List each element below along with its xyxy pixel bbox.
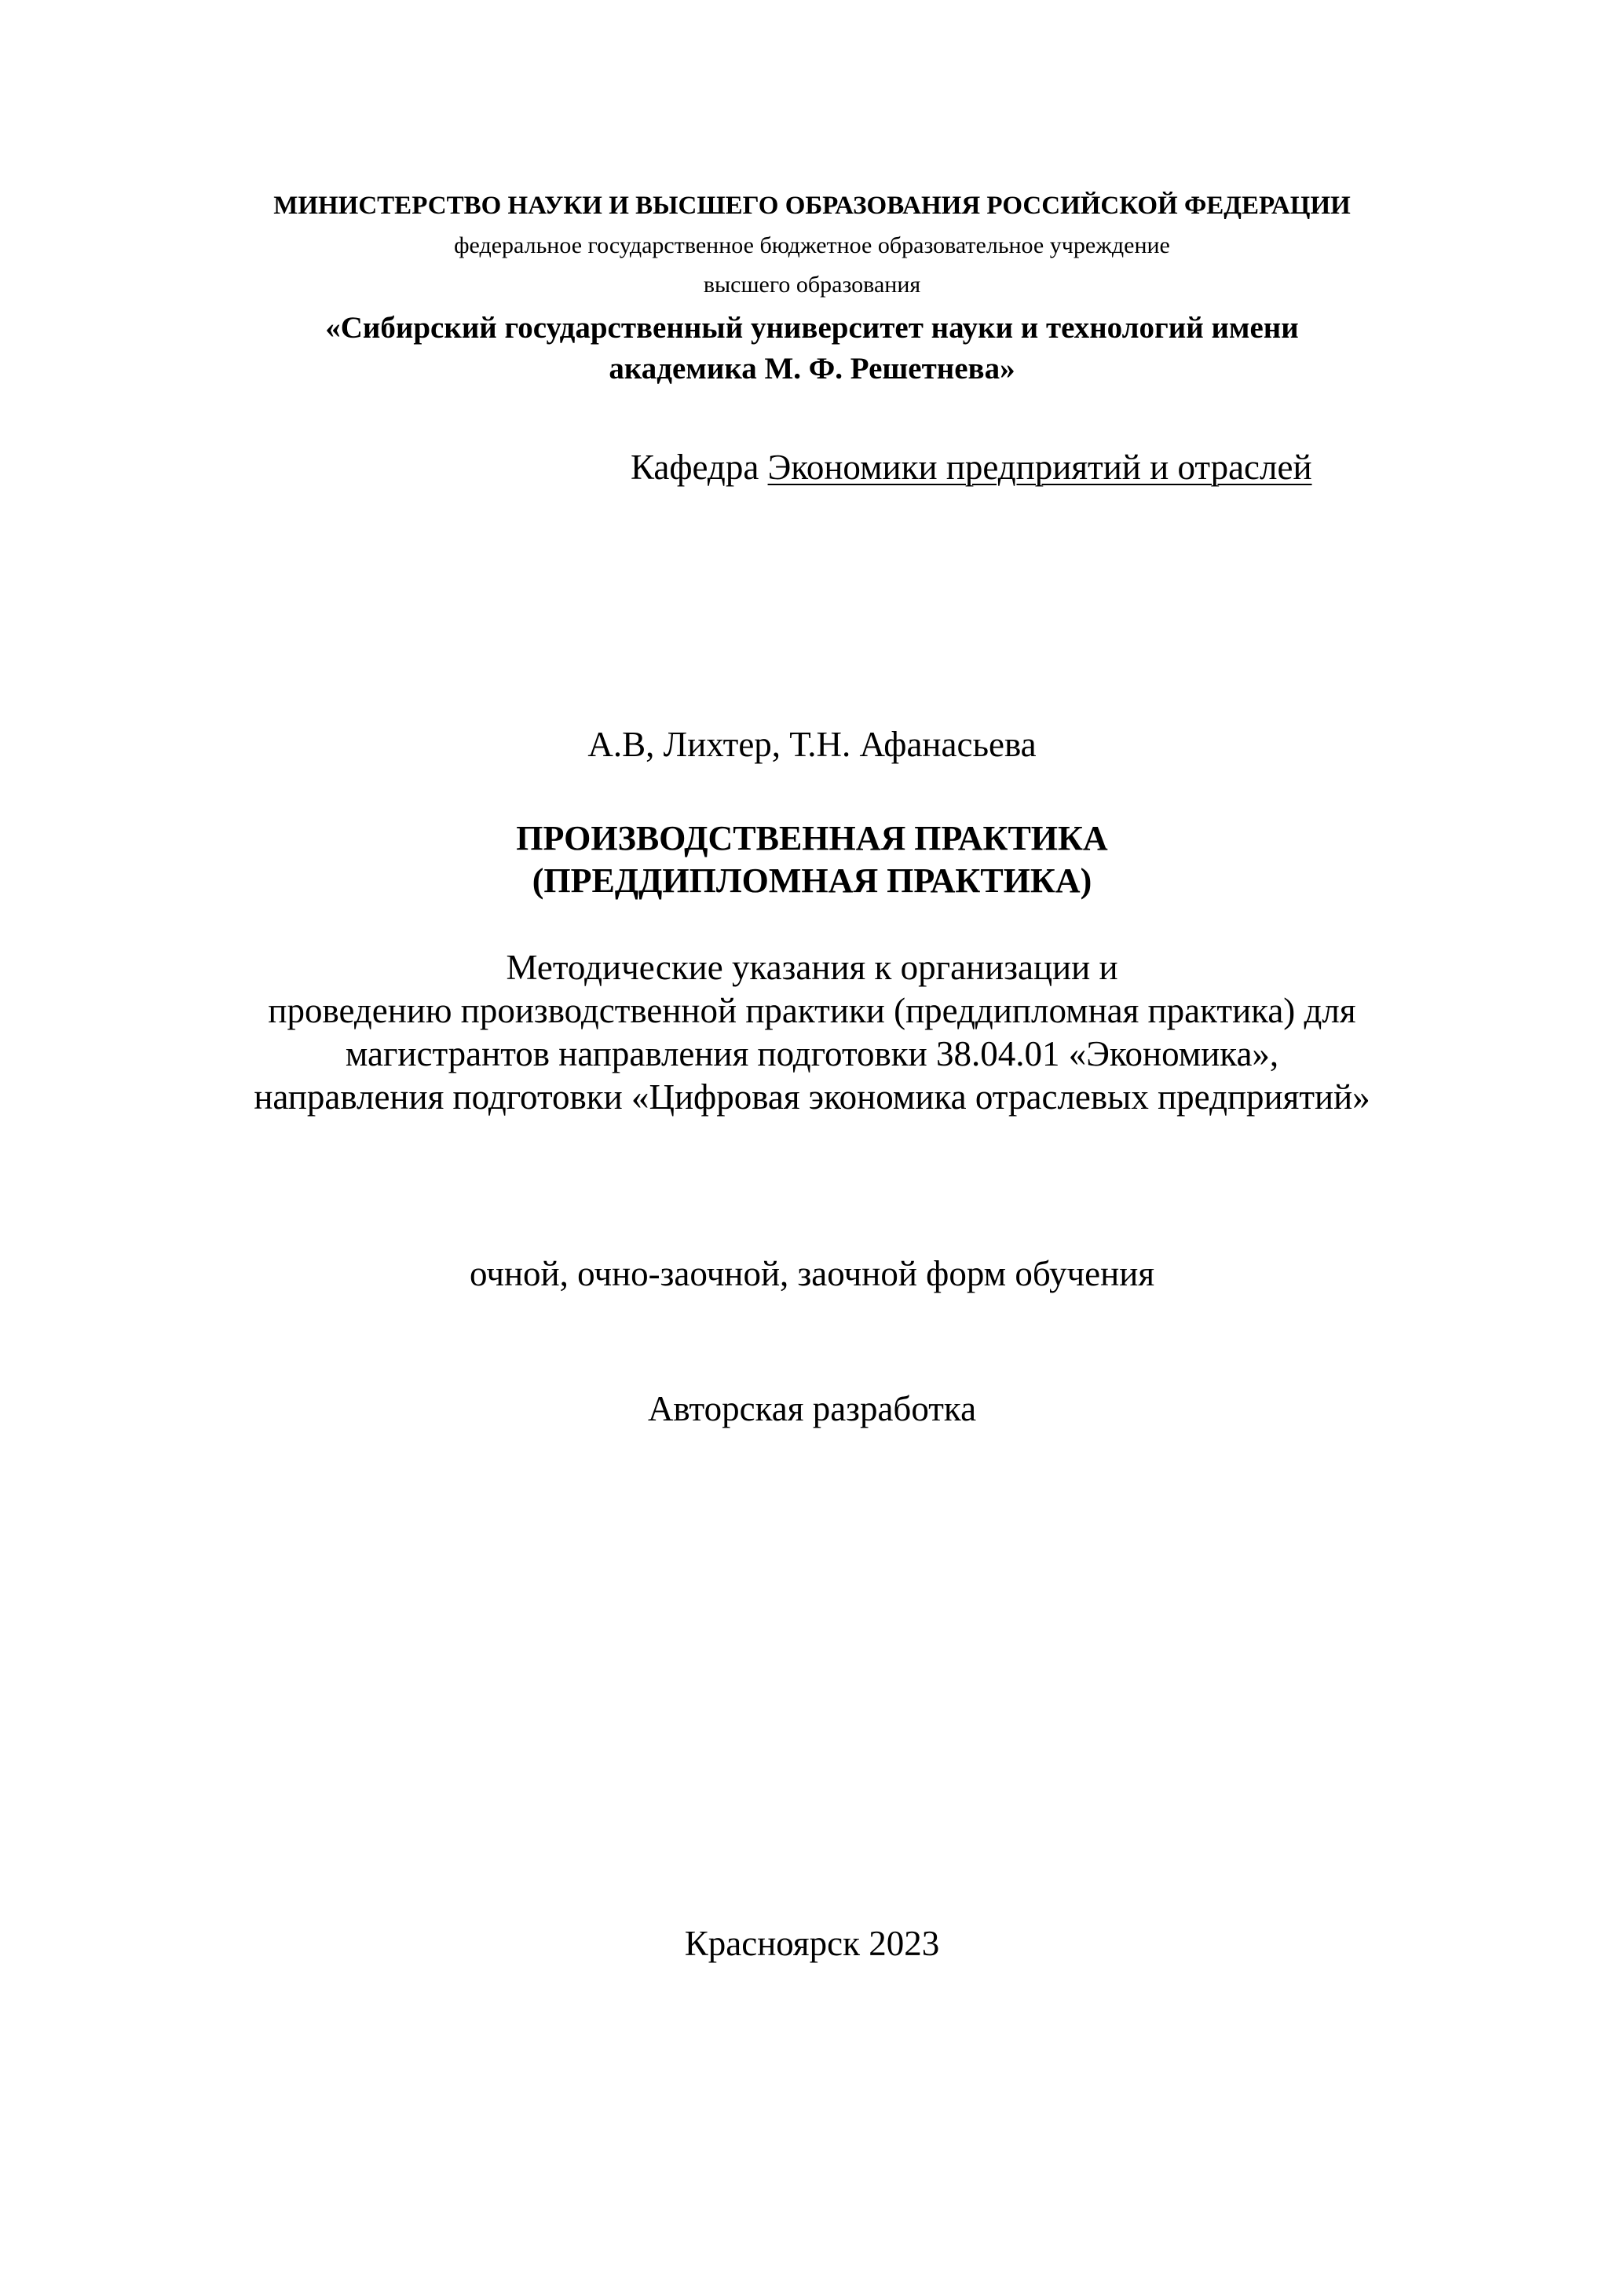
authors: А.В, Лихтер, Т.Н. Афанасьева (587, 725, 1037, 764)
study-forms: очной, очно-заочной, заочной форм обучения (469, 1254, 1155, 1293)
university-name-line-1: «Сибирский государственный университет науки и технологий имени (325, 311, 1299, 345)
institution-type-line-1: федеральное государственное бюджетное образовательное учреждение (454, 232, 1170, 258)
department-prefix: Кафедра (631, 448, 759, 487)
edition-note: Авторская разработка (647, 1389, 977, 1428)
university-name-line-2: академика М. Ф. Решетнева» (609, 352, 1015, 386)
description-line-1: Методические указания к организации и (506, 948, 1118, 987)
ministry-heading: МИНИСТЕРСТВО НАУКИ И ВЫСШЕГО ОБРАЗОВАНИЯ РОССИЙСКОЙ ФЕДЕРАЦИИ (273, 192, 1351, 220)
title-line-2: (ПРЕДДИПЛОМНАЯ ПРАКТИКА) (532, 861, 1092, 900)
place-and-year: Красноярск 2023 (684, 1924, 940, 1963)
description-line-2: проведению производственной практики (преддипломная практика) для (268, 991, 1356, 1030)
department-name: Экономики предприятий и отраслей (767, 448, 1312, 487)
institution-type-line-2: высшего образования (703, 272, 921, 298)
department (631, 450, 1312, 485)
description-line-4: направления подготовки «Цифровая экономика отраслевых предприятий» (254, 1077, 1370, 1117)
description-line-3: магистрантов направления подготовки 38.04.01 «Экономика», (345, 1034, 1279, 1073)
title-line-1: ПРОИЗВОДСТВЕННАЯ ПРАКТИКА (516, 819, 1108, 857)
